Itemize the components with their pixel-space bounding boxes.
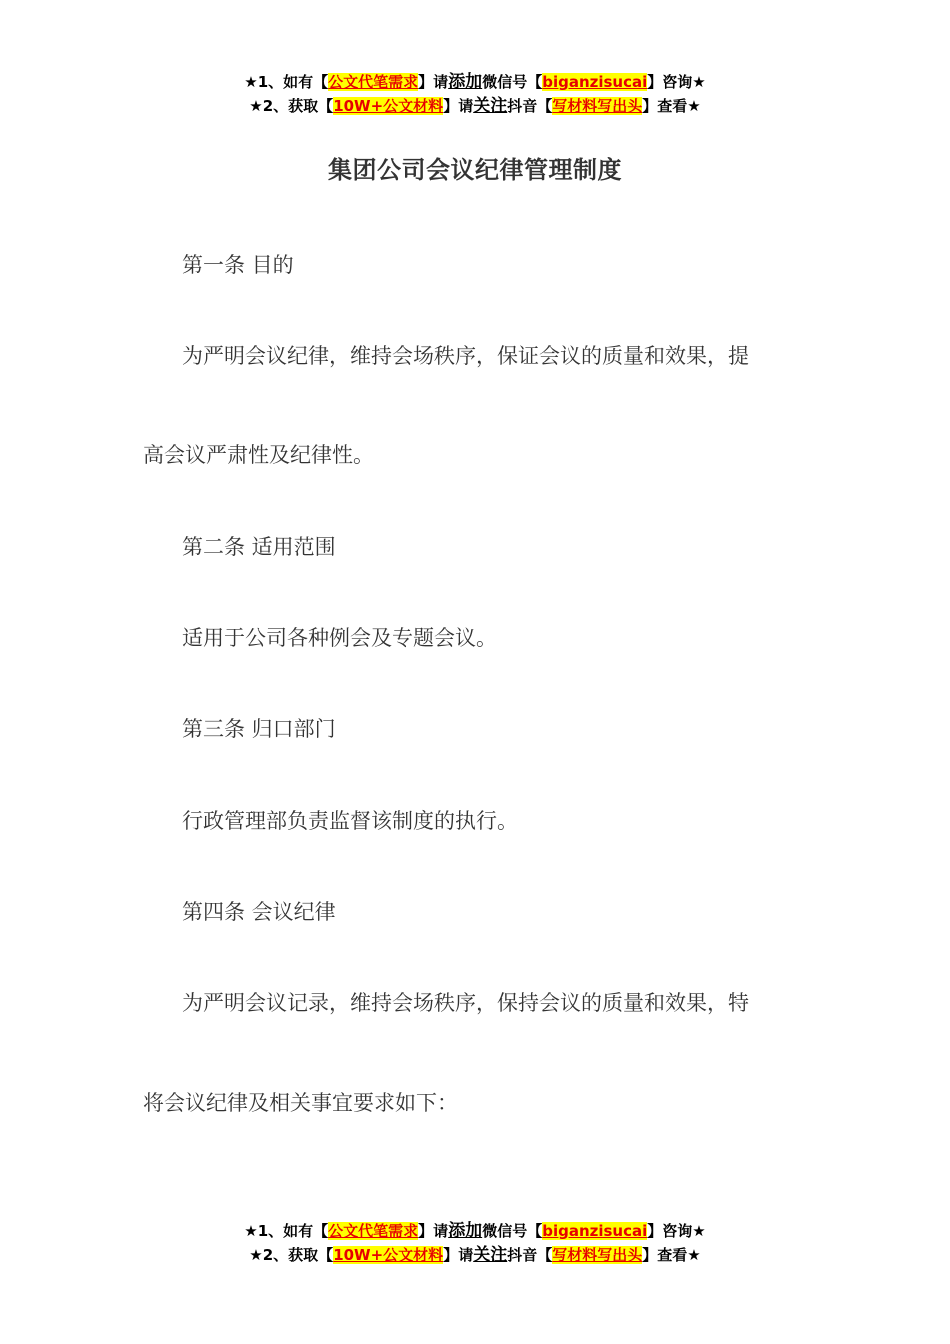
banner-text: 抖音【 [507, 1246, 553, 1264]
banner-text: 】请 [418, 73, 449, 91]
banner-text: 】请 [443, 97, 474, 115]
article-heading-1: 第一条 目的 [182, 253, 294, 277]
article-heading-2: 第二条 适用范围 [182, 535, 336, 559]
banner-text: 微信号【 [482, 73, 543, 91]
banner-underlined: 关注 [473, 1245, 508, 1265]
banner-line-2 [0, 1243, 950, 1267]
banner-highlight: 写材料写出头 [552, 97, 643, 115]
footer-banner [0, 1219, 950, 1267]
banner-highlight: biganzisucai [542, 1222, 648, 1240]
banner-text: 抖音【 [507, 97, 553, 115]
banner-underlined: 关注 [473, 96, 508, 116]
paragraph: 行政管理部负责监督该制度的执行。 [182, 809, 518, 833]
banner-text: ★1、如有【 [244, 1222, 329, 1240]
paragraph: 为严明会议记录，维持会场秩序，保持会议的质量和效果，特 [182, 991, 749, 1015]
paragraph-continuation: 高会议严肃性及纪律性。 [143, 443, 374, 467]
banner-text: ★2、获取【 [249, 1246, 334, 1264]
banner-highlight: 写材料写出头 [552, 1246, 643, 1264]
paragraph: 为严明会议纪律，维持会场秩序，保证会议的质量和效果，提 [182, 344, 749, 368]
article-heading-3: 第三条 归口部门 [182, 717, 336, 741]
banner-highlight: 10W+公文材料 [333, 1246, 444, 1264]
banner-highlight: biganzisucai [542, 73, 648, 91]
document-title: 集团公司会议纪律管理制度 [328, 156, 622, 184]
banner-line-2 [0, 94, 950, 118]
banner-underlined: 添加 [448, 72, 483, 92]
banner-text: ★2、获取【 [249, 97, 334, 115]
banner-text: 】请 [418, 1222, 449, 1240]
article-heading-4: 第四条 会议纪律 [182, 900, 336, 924]
banner-text: 微信号【 [482, 1222, 543, 1240]
banner-text: ★1、如有【 [244, 73, 329, 91]
banner-line-1 [0, 1219, 950, 1243]
banner-line-1 [0, 70, 950, 94]
banner-highlight: 公文代笔需求 [328, 73, 419, 91]
banner-text: 】咨询★ [647, 73, 706, 91]
banner-highlight: 10W+公文材料 [333, 97, 444, 115]
banner-text: 】查看★ [642, 97, 701, 115]
header-banner [0, 70, 950, 118]
banner-text: 】咨询★ [647, 1222, 706, 1240]
banner-highlight: 公文代笔需求 [328, 1222, 419, 1240]
paragraph-continuation: 将会议纪律及相关事宜要求如下： [143, 1091, 458, 1115]
paragraph: 适用于公司各种例会及专题会议。 [182, 626, 497, 650]
banner-text: 】请 [443, 1246, 474, 1264]
banner-underlined: 添加 [448, 1221, 483, 1241]
banner-text: 】查看★ [642, 1246, 701, 1264]
